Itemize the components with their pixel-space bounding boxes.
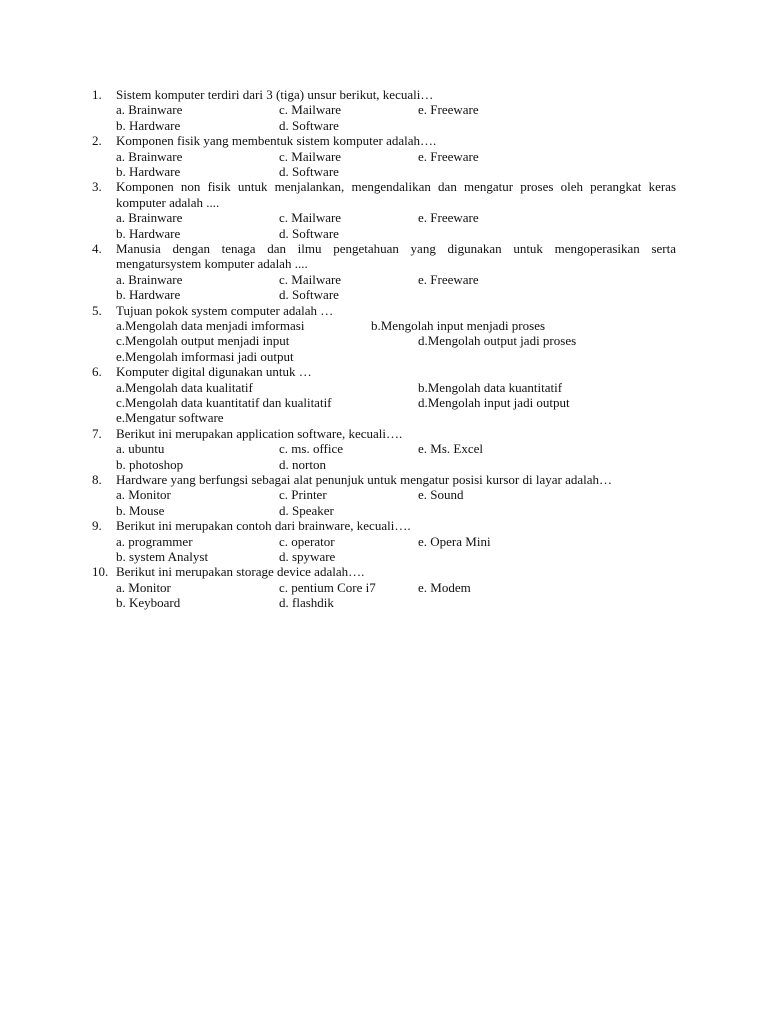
question-text: Manusia dengan tenaga dan ilmu pengetahuan yang digunakan untuk mengoperasikan serta mengatursystem komputer adalah .... <box>116 240 676 272</box>
option-d: d.Mengolah input jadi output <box>418 394 570 410</box>
options-row-2 <box>116 395 676 410</box>
options-row-2 <box>116 118 676 133</box>
option-b: b. Hardware <box>116 287 181 303</box>
question-stem <box>92 364 676 379</box>
options-row-1 <box>116 487 676 502</box>
question-text: Komponen non fisik untuk menjalankan, mengendalikan dan mengatur proses oleh perangkat keras komputer adalah .... <box>116 179 676 210</box>
option-e: e. Freeware <box>418 102 479 118</box>
options-row-2 <box>116 164 676 179</box>
option-b: b. Hardware <box>116 163 181 179</box>
option-a: a. Brainware <box>116 271 183 287</box>
option-a: a.Mengolah data kualitatif <box>116 379 253 395</box>
option-d: d. flashdik <box>279 595 334 611</box>
option-a: a.Mengolah data menjadi imformasi <box>116 317 305 333</box>
question-stem <box>92 87 676 102</box>
question-text: Hardware yang berfungsi sebagai alat penunjuk untuk mengatur posisi kursor di layar adalah… <box>116 471 613 487</box>
question-stem <box>92 426 676 441</box>
options-row-3 <box>116 410 676 425</box>
option-d: d. Software <box>279 117 339 133</box>
option-a: a. programmer <box>116 533 193 549</box>
option-e: e.Mengatur software <box>116 410 224 426</box>
option-b: b. Keyboard <box>116 595 181 611</box>
option-b: b. Mouse <box>116 502 165 518</box>
options-row-2 <box>116 549 676 564</box>
question-text: Berikut ini merupakan application software, kecuali…. <box>116 425 403 441</box>
option-e: e. Sound <box>418 487 464 503</box>
option-c: c. Mailware <box>279 148 342 164</box>
option-b: b. Hardware <box>116 117 181 133</box>
question-3 <box>92 179 676 241</box>
options-row-3 <box>116 349 676 364</box>
options-row-1 <box>116 441 676 456</box>
question-number: 10. <box>92 564 109 580</box>
option-e: e. Freeware <box>418 271 479 287</box>
question-text: Berikut ini merupakan storage device adalah…. <box>116 564 365 580</box>
question-number: 1. <box>92 87 102 102</box>
question-stem <box>92 241 676 272</box>
question-2 <box>92 133 676 179</box>
option-b: b.Mengolah input menjadi proses <box>371 317 546 333</box>
option-d: d. spyware <box>279 548 336 564</box>
options-row-1 <box>116 534 676 549</box>
options-row-2 <box>116 226 676 241</box>
question-5 <box>92 303 676 365</box>
option-c: c.Mengolah data kuantitatif dan kualitatif <box>116 394 332 410</box>
question-number: 6. <box>92 364 102 380</box>
options-row-1 <box>116 580 676 595</box>
option-a: a. Monitor <box>116 579 171 595</box>
options-row-2 <box>116 333 676 348</box>
question-number: 7. <box>92 425 102 441</box>
option-d: d. Speaker <box>279 502 334 518</box>
options-row-2 <box>116 503 676 518</box>
option-e: e. Modem <box>418 579 471 595</box>
option-e: e. Freeware <box>418 210 479 226</box>
question-number: 3. <box>92 179 102 195</box>
option-e: e. Freeware <box>418 148 479 164</box>
option-d: d. Software <box>279 163 339 179</box>
options-row-1 <box>116 149 676 164</box>
question-text: Tujuan pokok system computer adalah … <box>116 302 334 318</box>
option-c: c. Mailware <box>279 102 342 118</box>
option-c: c. Mailware <box>279 271 342 287</box>
question-8 <box>92 472 676 518</box>
option-b: b. system Analyst <box>116 548 209 564</box>
option-d: d. norton <box>279 456 326 472</box>
option-b: b. photoshop <box>116 456 184 472</box>
question-stem <box>92 303 676 318</box>
option-c: c. Mailware <box>279 210 342 226</box>
options-row-1 <box>116 318 676 333</box>
question-number: 2. <box>92 133 102 149</box>
question-6 <box>92 364 676 426</box>
option-a: a. Brainware <box>116 102 183 118</box>
option-a: a. Brainware <box>116 210 183 226</box>
option-a: a. Brainware <box>116 148 183 164</box>
question-text: Komputer digital digunakan untuk … <box>116 364 312 380</box>
option-a: a. ubuntu <box>116 441 165 457</box>
options-row-2 <box>116 457 676 472</box>
question-10 <box>92 564 676 610</box>
options-row-1 <box>116 210 676 225</box>
question-number: 4. <box>92 240 102 256</box>
option-b: b.Mengolah data kuantitatif <box>418 379 563 395</box>
question-text: Komponen fisik yang membentuk sistem komputer adalah…. <box>116 133 437 149</box>
option-d: d. Software <box>279 287 339 303</box>
question-stem <box>92 133 676 148</box>
options-row-1 <box>116 380 676 395</box>
question-4 <box>92 241 676 303</box>
question-text: Berikut ini merupakan contoh dari brainware, kecuali…. <box>116 518 411 534</box>
question-9 <box>92 518 676 564</box>
option-e: e. Ms. Excel <box>418 441 483 457</box>
option-c: c. Printer <box>279 487 327 503</box>
question-stem <box>92 472 676 487</box>
option-e: e. Opera Mini <box>418 533 491 549</box>
question-number: 9. <box>92 518 102 534</box>
question-stem <box>92 518 676 533</box>
options-row-2 <box>116 287 676 302</box>
option-c: c.Mengolah output menjadi input <box>116 333 290 349</box>
options-row-1 <box>116 102 676 117</box>
question-number: 8. <box>92 471 102 487</box>
question-7 <box>92 426 676 472</box>
question-stem <box>92 564 676 579</box>
option-e: e.Mengolah imformasi jadi output <box>116 348 294 364</box>
question-1 <box>92 87 676 133</box>
question-number: 5. <box>92 302 102 318</box>
option-c: c. operator <box>279 533 335 549</box>
option-a: a. Monitor <box>116 487 171 503</box>
option-c: c. pentium Core i7 <box>279 579 376 595</box>
option-b: b. Hardware <box>116 225 181 241</box>
option-d: d. Software <box>279 225 339 241</box>
options-row-2 <box>116 595 676 610</box>
option-c: c. ms. office <box>279 441 344 457</box>
option-d: d.Mengolah output jadi proses <box>418 333 577 349</box>
question-text: Sistem komputer terdiri dari 3 (tiga) unsur berikut, kecuali… <box>116 87 434 102</box>
options-row-1 <box>116 272 676 287</box>
question-list <box>92 87 676 610</box>
question-stem <box>92 179 676 210</box>
